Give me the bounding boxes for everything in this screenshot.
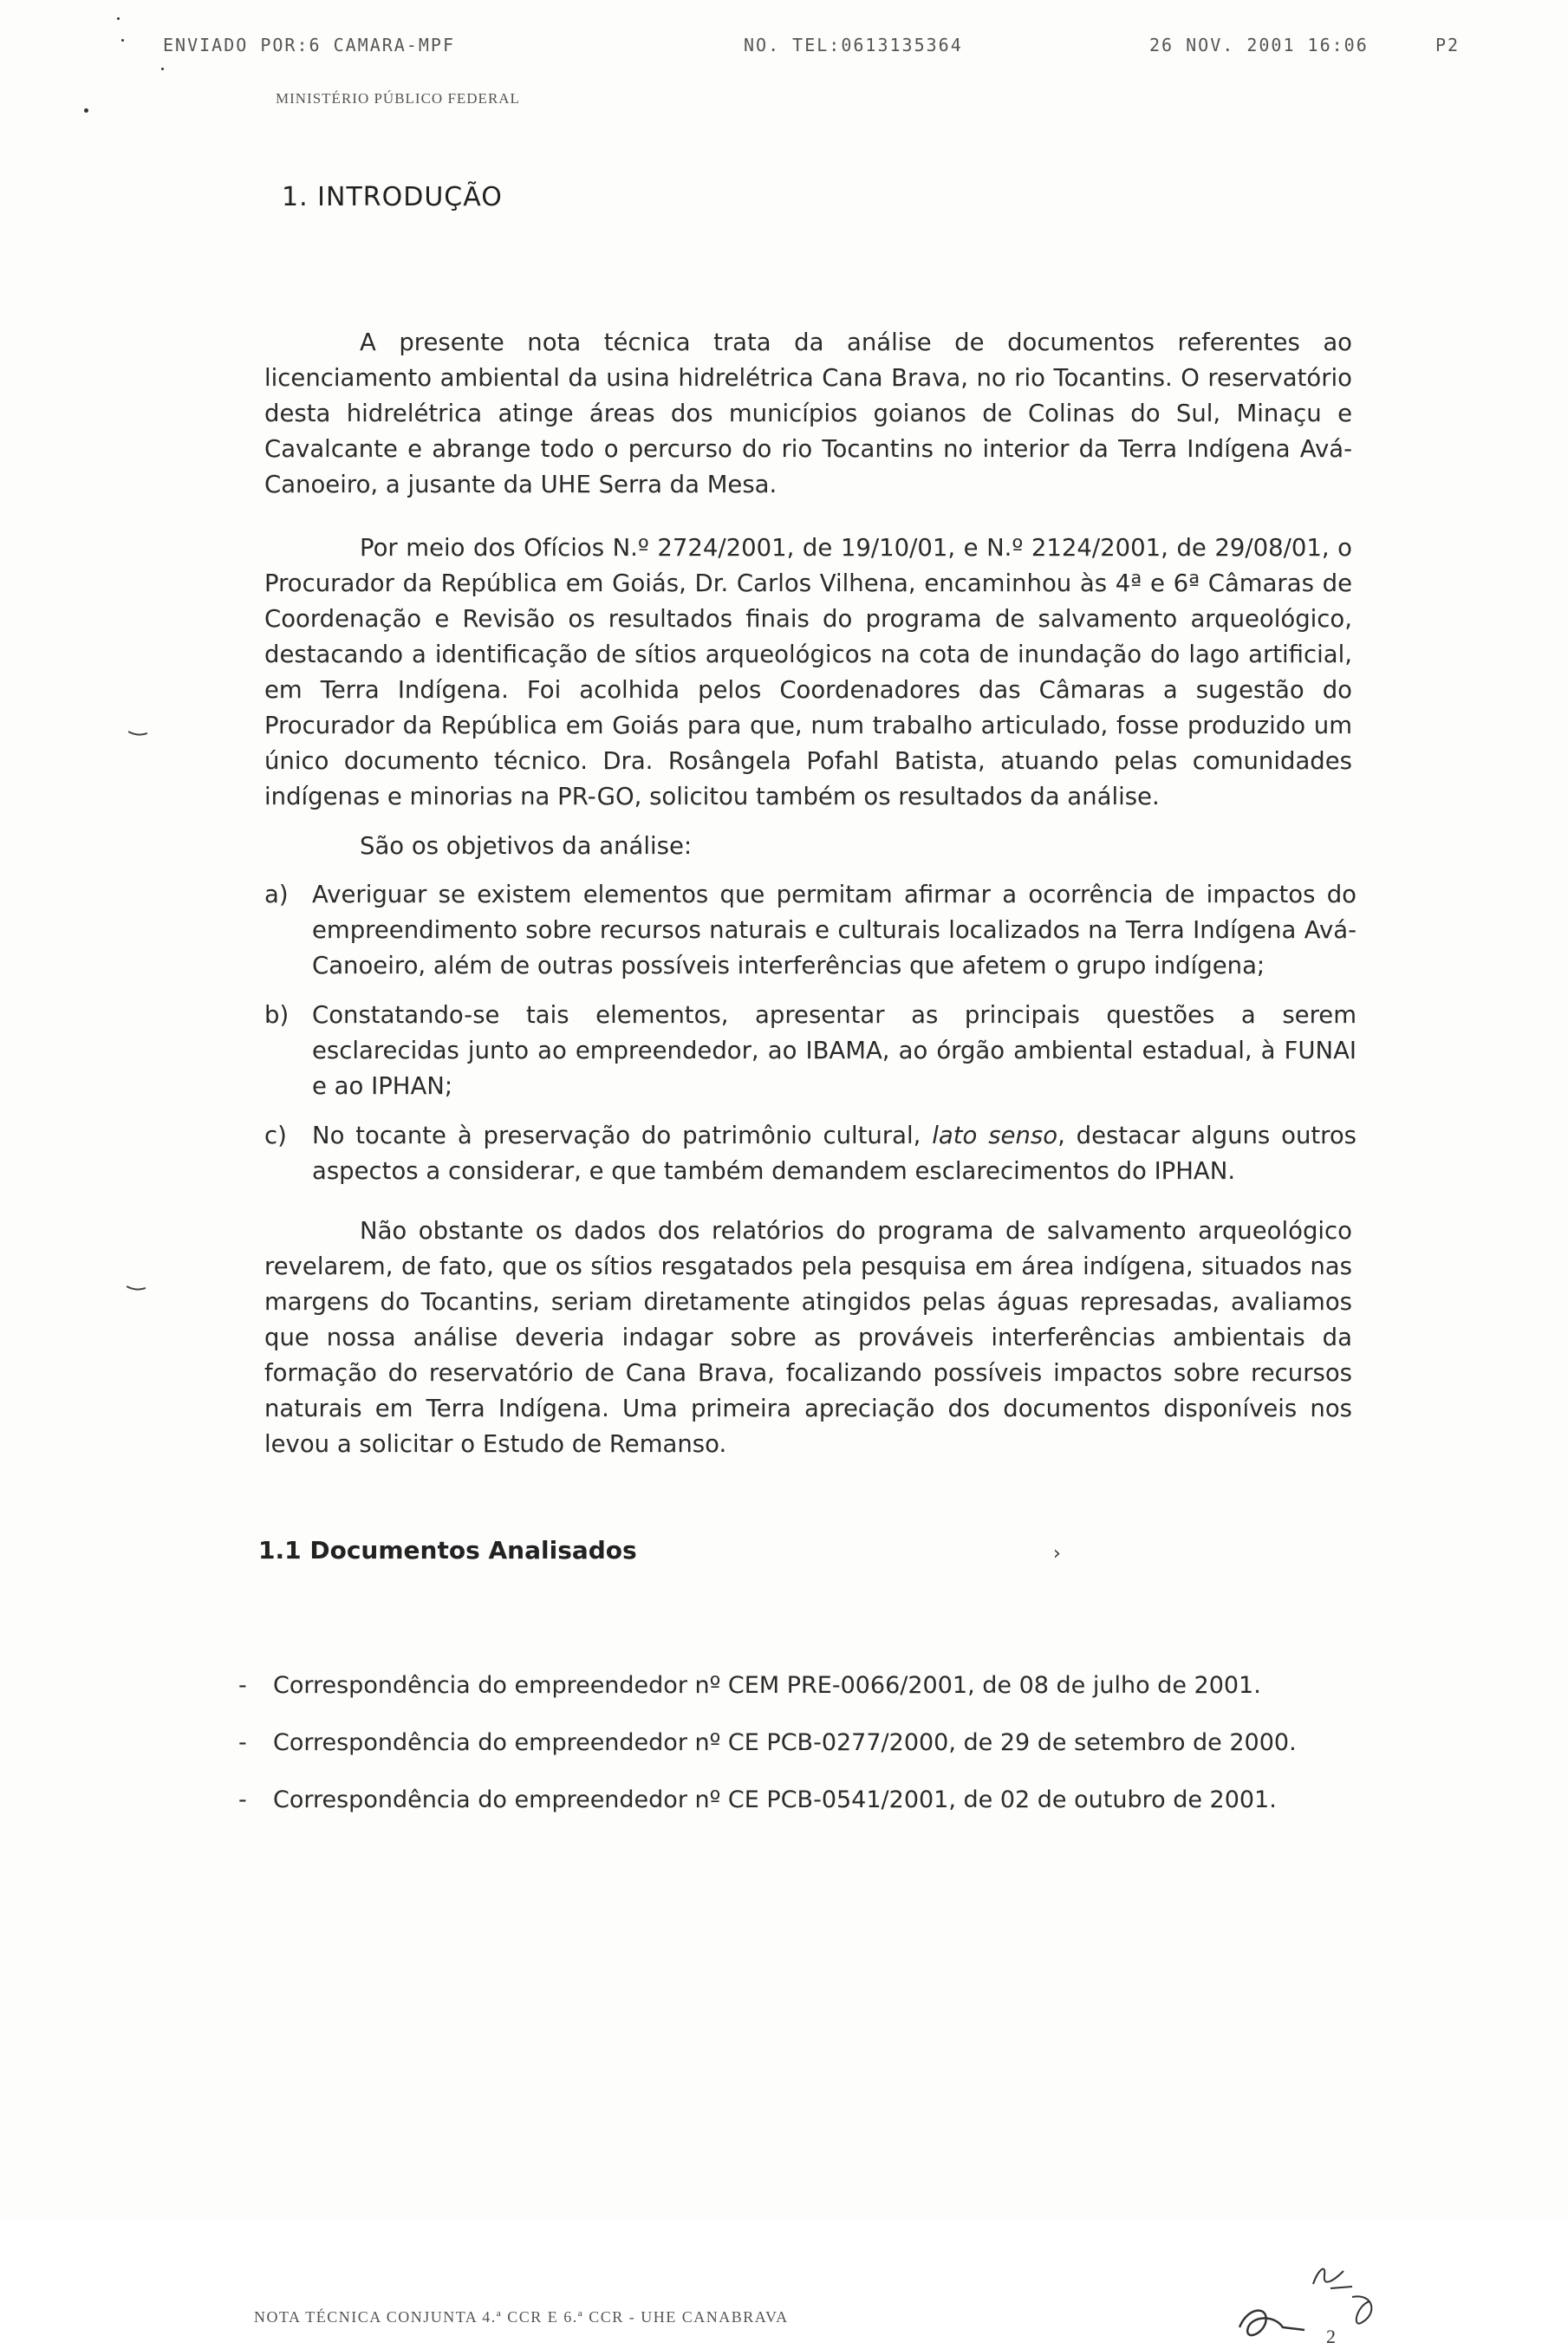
paragraph-objectives-intro [264,829,1352,864]
list-marker: b) [264,1001,290,1029]
margin-mark [127,1285,146,1292]
list-item-text: Correspondência do empreendedor nº CEM PRE-0066/2001, de 08 de julho de 2001. [273,1672,1261,1699]
list-marker: c) [264,1122,287,1149]
section-title: 1. INTRODUÇÃO [282,182,503,212]
fax-datetime: 26 NOV. 2001 16:06 [1149,35,1369,55]
list-item [238,1669,1357,1703]
list-item [238,1726,1357,1760]
list-dash: - [238,1672,247,1699]
paragraph-text: Por meio dos Ofícios N.º 2724/2001, de 19/10/01, e N.º 2124/2001, de 29/08/01, o Procurador da República em Goiás, Dr. Carlos Vilhena, encaminhou às 4ª e 6ª Câmaras de Coordenação e Revisão os resultados finais do programa de salvamento arqueológico, destacando a identificação de sítios arqueológicos na cota de inundação do lago artificial, em Terra Indígena. Foi acolhida pelos Coordenadores das Câmaras a sugestão do Procurador da República em Goiás para que, num trabalho articulado, fosse produzido um único documento técnico. Dra. Rosângela Pofahl Batista, atuando pelas comunidades indígenas e minorias na PR-GO, solicitou também os resultados da análise. [264,534,1352,810]
page-number: 2 [1326,2326,1336,2347]
scan-speck [117,17,120,20]
scan-speck [161,68,164,70]
list-item-text: Constatando-se tais elementos, apresentar as principais questões a serem esclarecidas junto ao empreendedor, ao IBAMA, ao órgão ambiental estadual, à FUNAI e ao IPHAN; [312,1001,1357,1100]
footer-note: NOTA TÉCNICA CONJUNTA 4.ª CCR E 6.ª CCR - UHE CANABRAVA [254,2308,789,2326]
fax-tel: NO. TEL:0613135364 [744,35,963,55]
list-item-text: Correspondência do empreendedor nº CE PCB-0277/2000, de 29 de setembro de 2000. [273,1729,1297,1756]
paragraph-intro [264,325,1352,503]
subsection-title: 1.1 Documentos Analisados [258,1536,637,1565]
handwritten-signature [1222,2245,1396,2349]
ministry-heading: MINISTÉRIO PÚBLICO FEDERAL [276,90,520,107]
list-item-text: Averiguar se existem elementos que permitam afirmar a ocorrência de impactos do empreendimento sobre recursos naturais e culturais localizados na Terra Indígena Avá-Canoeiro, além de outras possíveis interferências que afetem o grupo indígena; [312,881,1357,979]
fax-page-number: P2 [1435,35,1461,55]
list-item-text: No tocante à preservação do patrimônio cultural, [312,1122,933,1149]
paragraph-oficios [264,530,1352,815]
scan-speck [121,39,124,42]
fax-header [163,35,1464,62]
list-dash: - [238,1786,247,1813]
documents-list [238,1669,1357,1840]
list-item-text: Correspondência do empreendedor nº CE PCB-0541/2001, de 02 de outubro de 2001. [273,1786,1277,1813]
scan-speck [84,108,88,113]
list-item [238,1783,1357,1818]
paragraph-text: São os objetivos da análise: [360,832,693,860]
list-marker: a) [264,881,289,908]
list-dash: - [238,1729,247,1756]
list-item-italic: lato senso [932,1122,1058,1149]
list-item-text: , destacar alguns outros aspectos a considerar, e que também demandem esclarecimentos do IPHAN. [312,1122,1357,1185]
list-item [264,1118,1357,1189]
paragraph-analysis [264,1214,1352,1462]
paragraph-text: A presente nota técnica trata da análise de documentos referentes ao licenciamento ambiental da usina hidrelétrica Cana Brava, no rio Tocantins. O reservatório desta hidrelétrica atinge áreas dos municípios goianos de Colinas do Sul, Minaçu e Cavalcante e abrange todo o percurso do rio Tocantins no interior da Terra Indígena Avá-Canoeiro, a jusante da UHE Serra da Mesa. [264,329,1352,498]
list-item [264,877,1357,984]
fax-sender: ENVIADO POR:6 CAMARA-MPF [163,35,455,55]
list-item [264,998,1357,1104]
objectives-list [264,877,1357,1203]
margin-mark [128,730,147,737]
stray-mark: › [1053,1543,1061,1565]
paragraph-text: Não obstante os dados dos relatórios do programa de salvamento arqueológico revelarem, de fato, que os sítios resgatados pela pesquisa em área indígena, situados nas margens do Tocantins, seriam diretamente atingidos pelas águas represadas, avaliamos que nossa análise deveria indagar sobre as prováveis interferências ambientais da formação do reservatório de Cana Brava, focalizando possíveis impactos sobre recursos naturais em Terra Indígena. Uma primeira apreciação dos documentos disponíveis nos levou a solicitar o Estudo de Remanso. [264,1217,1352,1458]
